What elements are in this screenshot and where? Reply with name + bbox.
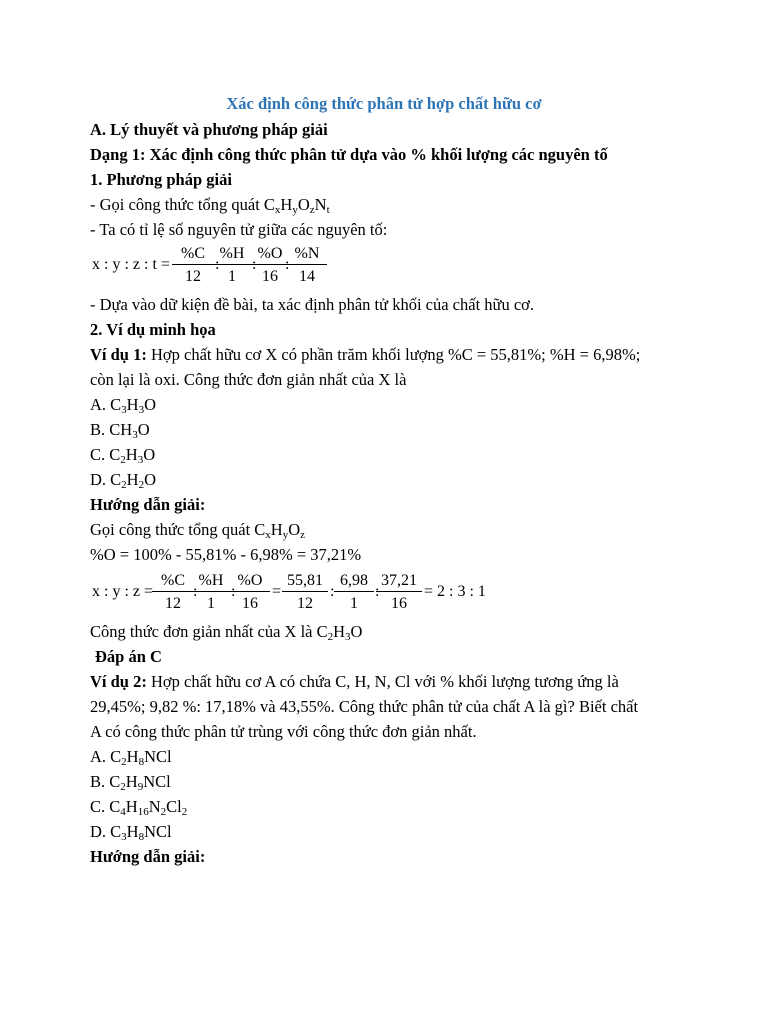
example-2-option-b: B. $C_2H_9NCl$ (90, 772, 171, 793)
example-2-question-line-3: A có công thức phân tử trùng với công thức đơn giản nhất. (90, 722, 477, 741)
equation-ratio-example-1 (92, 570, 492, 614)
method-molar-mass-text: - Dựa vào dữ kiện đề bài, ta xác định phân tử khối của chất hữu cơ. (90, 295, 535, 314)
example-2-question-line-2: 29,45%; 9,82 %: 17,18% và 43,55%. Công thức phân tử của chất A là gì? Biết chất (90, 697, 639, 716)
fraction: $\frac{6,98}{1}$ (334, 570, 374, 613)
fraction: $\frac{\%C}{12}$ (172, 243, 214, 286)
fraction: $\frac{\%N}{14}$ (287, 243, 327, 286)
ratio-separator: : (252, 256, 257, 273)
equals-sign: = (272, 583, 282, 600)
type-1-heading: Dạng 1: Xác định công thức phân tử dựa vào % khối lượng các nguyên tố (90, 145, 608, 164)
fraction: $\frac{55,81}{12}$ (282, 570, 328, 613)
example-2-question-line-1: Ví dụ 2: Hợp chất hữu cơ A có chứa C, H, N, Cl với % khối lượng tương ứng là (90, 672, 619, 691)
example-1-option-a: A. $C_3H_3O$ (90, 395, 157, 416)
ratio-separator: : (330, 583, 335, 600)
example-1-question-line-2: còn lại là oxi. Công thức đơn giản nhất của X là (90, 370, 407, 389)
method-general-formula: - Gọi công thức tổng quát $C_xH_yO_zN_t$ (90, 195, 330, 216)
fraction: $\frac{\%C}{12}$ (152, 570, 194, 613)
example-1-question-line-1: Ví dụ 1: Hợp chất hữu cơ X có phần trăm khối lượng %C = 55,81%; %H = 6,98%; (90, 345, 641, 364)
equation-lhs: x : y : z : t = (92, 256, 170, 273)
example-1-oxygen-percent: %O = 100% - 55,81% - 6,98% = 37,21% (90, 545, 362, 564)
fraction: $\frac{\%H}{1}$ (192, 570, 230, 613)
examples-heading: 2. Ví dụ minh họa (90, 320, 216, 339)
fraction: $\frac{\%O}{16}$ (230, 570, 270, 613)
method-heading: 1. Phương pháp giải (90, 170, 232, 189)
example-1-option-b: B. $CH_3O$ (90, 420, 150, 441)
equation-lhs: x : y : z = (92, 583, 154, 600)
page-title: Xác định công thức phân tử hợp chất hữu cơ (226, 94, 542, 113)
example-1-guide-heading: Hướng dẫn giải: (90, 495, 206, 514)
example-1-solution-formula: Gọi công thức tổng quát $C_xH_yO_z$ (90, 520, 306, 541)
equation-ratio-general (92, 243, 332, 287)
example-1-option-d: D. $C_2H_2O$ (90, 470, 157, 491)
example-2-option-a: A. $C_2H_8NCl$ (90, 747, 172, 768)
ratio-separator: : (231, 583, 236, 600)
ratio-separator: : (285, 256, 290, 273)
ratio-separator: : (375, 583, 380, 600)
example-1-result: Công thức đơn giản nhất của X là $C_2H_3O$ (90, 622, 363, 643)
ratio-separator: : (215, 256, 220, 273)
example-2-option-d: D. $C_3H_8NCl$ (90, 822, 172, 843)
section-heading-a: A. Lý thuyết và phương pháp giải (90, 120, 328, 139)
ratio-separator: : (193, 583, 198, 600)
example-1-option-c: C. $C_2H_3O$ (90, 445, 156, 466)
fraction: $\frac{37,21}{16}$ (376, 570, 422, 613)
method-ratio-text: - Ta có tỉ lệ số nguyên tử giữa các nguyên tố: (90, 220, 388, 239)
example-2-guide-heading: Hướng dẫn giải: (90, 847, 206, 866)
fraction: $\frac{\%H}{1}$ (214, 243, 250, 286)
example-2-option-c: C. $C_4H_{16}N_2Cl_2$ (90, 797, 188, 818)
example-1-answer: Đáp án C (95, 647, 162, 666)
fraction: $\frac{\%O}{16}$ (250, 243, 290, 286)
equation-result: = 2 : 3 : 1 (424, 583, 486, 600)
